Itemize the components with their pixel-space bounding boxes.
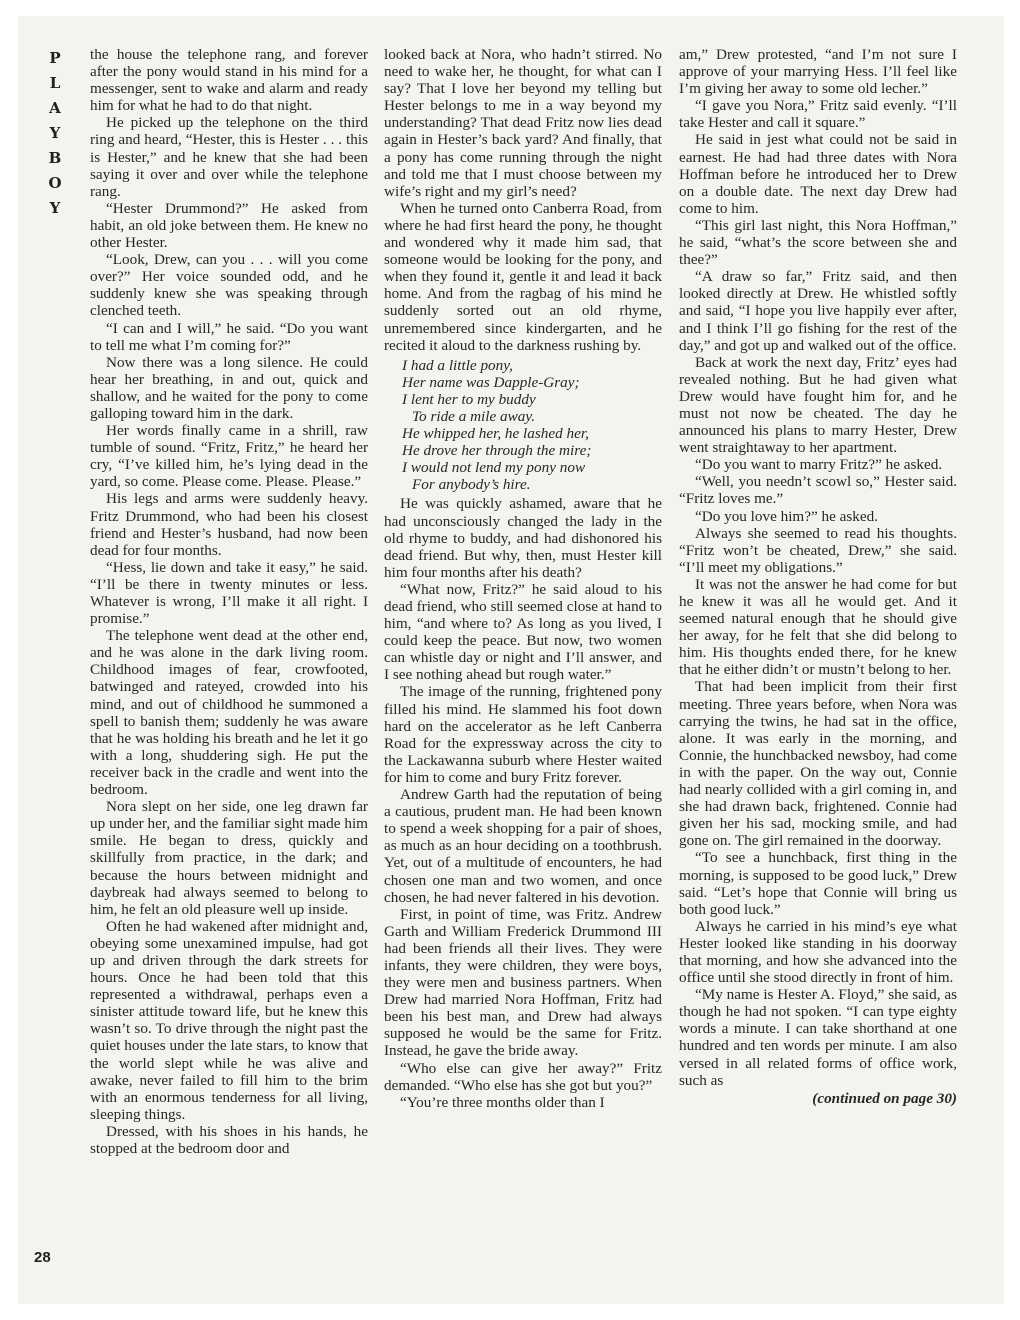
paragraph: “Who else can give her away?” Fritz demanded. “Who else has she got but you?” bbox=[384, 1059, 662, 1094]
paragraph: Now there was a long silence. He could hear her breathing, in and out, quick and shallow, and he waited for the pony to come galloping toward him in the dark. bbox=[90, 353, 368, 422]
paragraph: “To see a hunchback, first thing in the morning, is supposed to be good luck,” Drew said. “Let’s hope that Connie will bring us both good luck.” bbox=[679, 849, 957, 918]
poem-line: He drove her through the mire; bbox=[402, 442, 592, 460]
paragraph: Often he had wakened after midnight and, obeying some unexamined impulse, had got up and driven through the dark streets for hours. Once he had been told that this represented a withdrawal, perhaps even a sinister attitude toward life, but he knew this wasn’t so. To drive through the night past the quiet houses under the late stars, to know that the world slept while he was alive and awake, never failed to fill him to the brim with an enormous tenderness for all living, sleeping things. bbox=[90, 917, 368, 1123]
paragraph: “I gave you Nora,” Fritz said evenly. “I’ll take Hester and call it square.” bbox=[679, 97, 957, 132]
text-column-3 bbox=[679, 46, 957, 1107]
poem-line: Her name was Dapple-Gray; bbox=[402, 373, 580, 391]
poem-line: I would not lend my pony now bbox=[402, 459, 586, 477]
poem-line: I had a little pony, bbox=[402, 356, 513, 374]
paragraph: am,” Drew protested, “and I’m not sure I approve of your marrying Hess. I’ll feel like I’m giving her away to some old lecher.” bbox=[679, 46, 957, 98]
magazine-page bbox=[18, 16, 1004, 1304]
continuation-note: (continued on page 30) bbox=[812, 1089, 957, 1107]
paragraph: “What now, Fritz?” he said aloud to his dead friend, who still seemed close at hand to him, “and where to? As long as you lived, I could keep the peace. But now, two women can whistle day or night and I’ll answer, and I see nothing ahead but rough water.” bbox=[384, 580, 662, 684]
running-head-letter: B bbox=[48, 149, 62, 167]
running-head-letter: P bbox=[49, 49, 61, 67]
paragraph: “Do you want to marry Fritz?” he asked. bbox=[695, 456, 943, 474]
paragraph: He was quickly ashamed, aware that he had unconsciously changed the lady in the old rhyme to buddy, and had dishonored his dead friend. But why, then, must Hester kill him four months after his death? bbox=[384, 495, 662, 581]
poem-line: I lent her to my buddy bbox=[402, 390, 536, 408]
paragraph: the house the telephone rang, and forever after the pony would stand in his mind for a messenger, sent to wake and alarm and ready him for what he had to do that night. bbox=[90, 46, 368, 115]
text-column-2 bbox=[384, 46, 662, 1111]
running-head-letter: L bbox=[49, 74, 61, 92]
paragraph: Andrew Garth had the reputation of being a cautious, prudent man. He had been known to spend a week shopping for a pair of shoes, as much as an hour deciding on a toothbrush. Yet, out of a multitude of encounters, he had chosen one man and two women, and once chosen, he had never faltered in his devotion. bbox=[384, 786, 662, 906]
poem-block bbox=[384, 357, 662, 494]
running-head-letter: O bbox=[48, 174, 62, 192]
paragraph: “You’re three months older than I bbox=[400, 1093, 605, 1111]
paragraph: “Look, Drew, can you . . . will you come over?” Her voice sounded odd, and he suddenly knew she was speaking through clenched teeth. bbox=[90, 251, 368, 320]
paragraph: The image of the running, frightened pony filled his mind. He slammed his foot down hard on the accelerator as he left Canberra Road for the expressway across the city to the Lackawanna suburb where Hester waited for him to come and bury Fritz forever. bbox=[384, 683, 662, 786]
poem-line: For anybody’s hire. bbox=[412, 476, 531, 494]
paragraph: “My name is Hester A. Floyd,” she said, as though he had not spoken. “I can type eighty words a minute. I can take shorthand at one hundred and ten words per minute. I am also versed in all related forms of office work, such as bbox=[679, 986, 957, 1089]
paragraph: The telephone went dead at the other end, and he was alone in the dark living room. Childhood images of fear, crowfooted, batwinged and rateyed, crowded into his mind, and out of childhood he summoned a spell to banish them; suddenly he was aware that he was holding his breath and he let it go with a long, shuddering sigh. He put the receiver back in the cradle and went into the bedroom. bbox=[90, 627, 368, 799]
paragraph: “Do you love him?” he asked. bbox=[695, 507, 879, 525]
running-head bbox=[40, 46, 70, 221]
paragraph: He said in jest what could not be said in earnest. He had had three dates with Nora Hoffman before he introduced her to Drew on a double date. The next day Drew had come to him. bbox=[679, 131, 957, 217]
paragraph: Back at work the next day, Fritz’ eyes had revealed nothing. But he had given what Drew would have fought him for, and he must not now be cheated. The day he announced his plans to marry Hester, Drew went straightaway to her apartment. bbox=[679, 353, 957, 457]
running-head-letter: Y bbox=[49, 124, 61, 142]
paragraph: “Hester Drummond?” He asked from habit, an old joke between them. He knew no other Hester. bbox=[90, 199, 368, 252]
paragraph: looked back at Nora, who hadn’t stirred. No need to wake her, he thought, for what can I say? That I love her beyond my telling but Hester belongs to me in a way beyond my understanding? That dead Fritz now lies dead again in Hester’s back yard? And finally, that a pony has come running through the night and told me that I must choose between my wife’s right and my girl’s need? bbox=[384, 46, 662, 200]
poem-line: He whipped her, he lashed her, bbox=[402, 425, 589, 443]
running-head-letter: A bbox=[49, 99, 61, 117]
paragraph: Dressed, with his shoes in his hands, he stopped at the bedroom door and bbox=[90, 1122, 368, 1157]
paragraph: First, in point of time, was Fritz. Andrew Garth and William Frederick Drummond III had been friends all their lives. They were infants, they were children, they were boys, they were men and business partners. When Drew had married Nora Hoffman, Fritz had been his best man, and Drew had always supposed he would be the same for Fritz. Instead, he gave the bride away. bbox=[384, 905, 662, 1060]
paragraph: Nora slept on her side, one leg drawn far up under her, and the familiar sight made him smile. He began to dress, quickly and skillfully from practice, in the dark; and because the hours between midnight and daybreak had always seemed to belong to him, he felt an old pleasure well up inside. bbox=[90, 798, 368, 918]
paragraph: It was not the answer he had come for but he knew it was all he would get. And it seemed natural enough that he should give her away, for he felt that she did belong to him. His thoughts ended there, for he knew that he either didn’t or mustn’t belong to her. bbox=[679, 575, 957, 679]
paragraph: Always she seemed to read his thoughts. “Fritz won’t be cheated, Drew,” she said. “I’ll meet my obligations.” bbox=[679, 524, 957, 576]
page-number: 28 bbox=[34, 1249, 51, 1266]
paragraph: When he turned onto Canberra Road, from where he had first heard the pony, he thought and wondered why it made him sad, that someone would be looking for the pony, and when they found it, gentle it and lead it back home. And from the ragbag of his mind he suddenly sorted out an old rhyme, unremembered since kindergarten, and he recited it aloud to the darkness rushing by. bbox=[384, 199, 662, 354]
paragraph: “Hess, lie down and take it easy,” he said. “I’ll be there in twenty minutes or less. Whatever is wrong, I’ll make it all right. I promise.” bbox=[90, 558, 368, 628]
poem-line: To ride a mile away. bbox=[412, 407, 536, 425]
paragraph: “A draw so far,” Fritz said, and then looked directly at Drew. He whistled softly and said, “I hope you live happily ever after, and I think I’ll go fishing for the rest of the day,” and got up and walked out of the office. bbox=[679, 268, 957, 354]
paragraph: “Well, you needn’t scowl so,” Hester said. “Fritz loves me.” bbox=[679, 473, 957, 508]
paragraph: Always he carried in his mind’s eye what Hester looked like standing in his doorway that morning, and how she advanced into the office until she stood directly in front of him. bbox=[679, 917, 957, 987]
paragraph: That had been implicit from their first meeting. Three years before, when Nora was carrying the twins, he had sat in the office, alone. It was early in the morning, and Connie, the hunchbacked newsboy, had come in with the paper. On the way out, Connie had nearly collided with a girl coming in, and she had drawn back, frightened. Connie had given her his sad, mocking smile, and had gone on. The girl remained in the doorway. bbox=[679, 678, 957, 850]
paragraph: Her words finally came in a shrill, raw tumble of sound. “Fritz, Fritz,” he heard her cry, “I’ve killed him, he’s lying dead in the yard, so come. Please come. Please. Please.” bbox=[90, 422, 368, 491]
paragraph: “I can and I will,” he said. “Do you want to tell me what I’m coming for?” bbox=[90, 319, 368, 354]
paragraph: His legs and arms were suddenly heavy. Fritz Drummond, who had been his closest friend and Hester’s husband, had now been dead for four months. bbox=[90, 490, 368, 559]
running-head-letter: Y bbox=[49, 199, 61, 217]
paragraph: “This girl last night, this Nora Hoffman,” he said, “what’s the score between she and thee?” bbox=[679, 216, 957, 269]
text-column-1 bbox=[90, 46, 368, 1157]
paragraph: He picked up the telephone on the third ring and heard, “Hester, this is Hester . . . this is Hester,” and he knew that she had been saying it over and over while the telephone rang. bbox=[90, 114, 368, 200]
